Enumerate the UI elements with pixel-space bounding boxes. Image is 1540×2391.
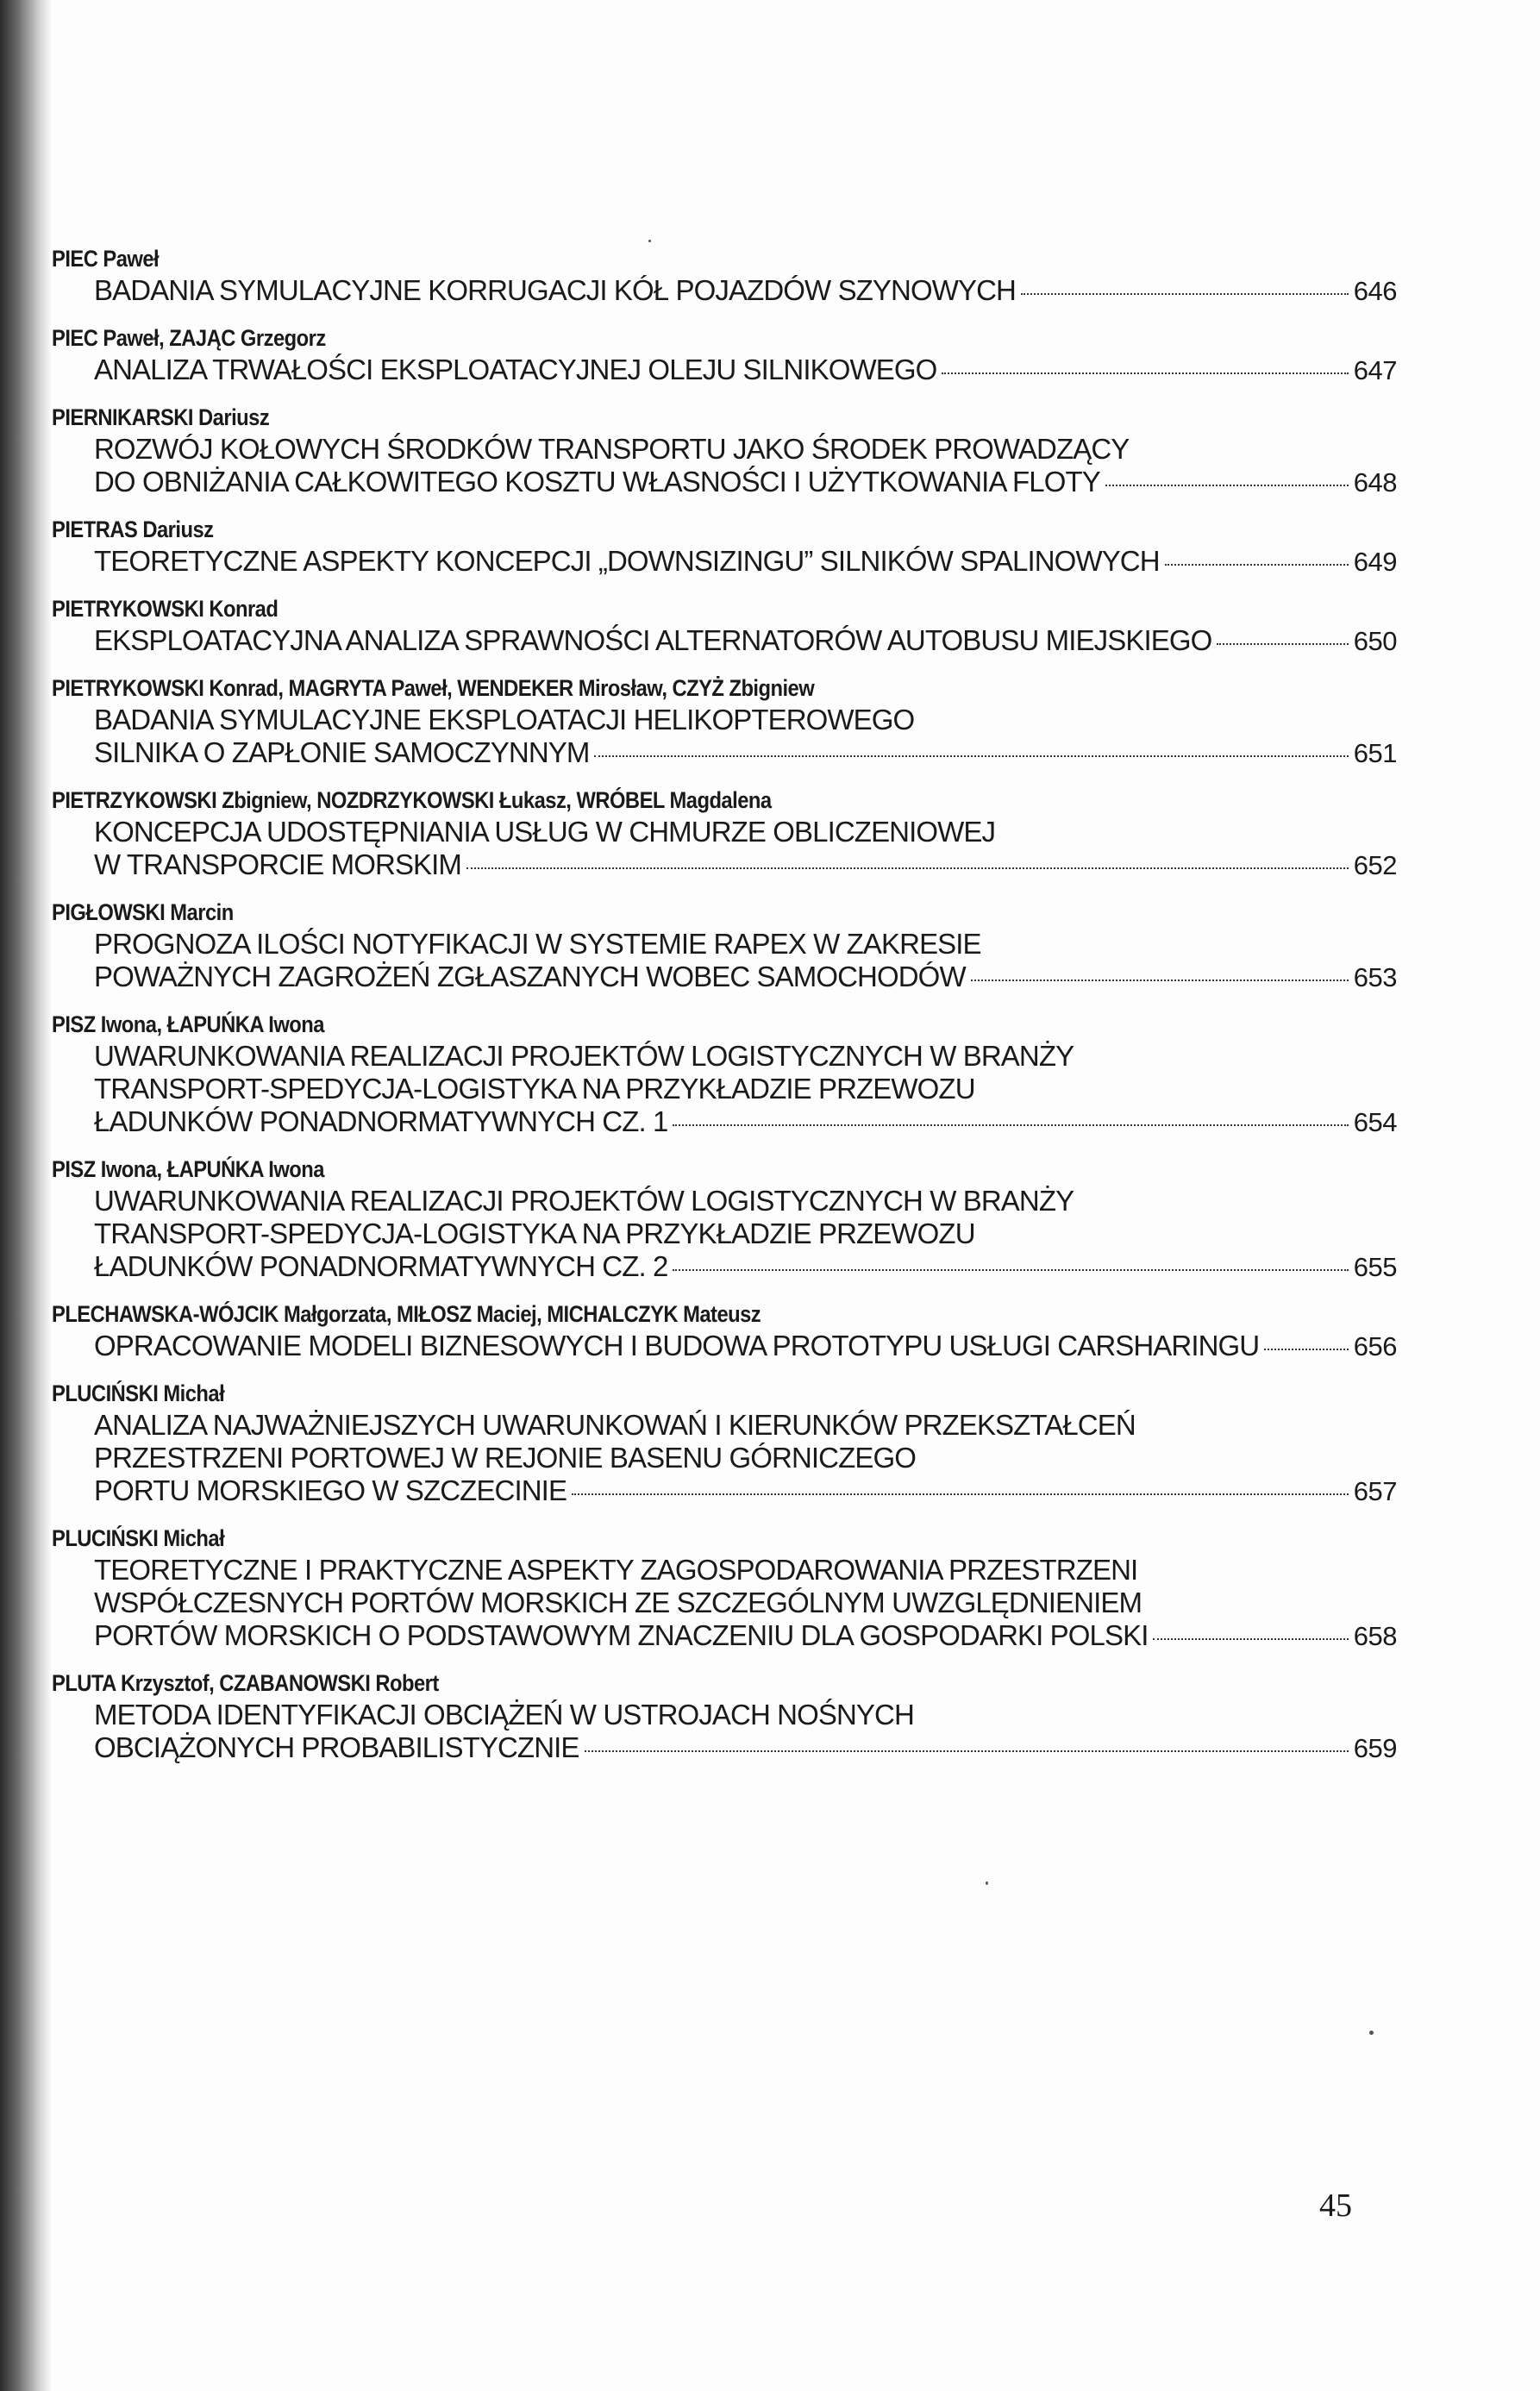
entry-page-number: 653	[1353, 962, 1397, 992]
entry-page-number: 655	[1353, 1252, 1397, 1282]
entry-title-text: BADANIA SYMULACYJNE KORRUGACJI KÓŁ POJAZDÓW SZYNOWYCH	[94, 274, 1016, 306]
entry-authors: PIEC Paweł	[52, 246, 160, 272]
entry-authors: PIETRZYKOWSKI Zbigniew, NOZDRZYKOWSKI Łukasz, WRÓBEL Magdalena	[52, 787, 772, 813]
index-entry	[52, 322, 1397, 387]
dot-leader	[942, 372, 1348, 374]
entry-title-text: W TRANSPORCIE MORSKIM	[94, 848, 462, 880]
entry-title-line	[94, 961, 1397, 994]
index-entry	[52, 1154, 1397, 1284]
entry-authors: PISZ Iwona, ŁAPUŃKA Iwona	[52, 1011, 324, 1037]
dot-leader	[971, 980, 1349, 981]
entry-page-number: 652	[1353, 850, 1397, 880]
entry-page-number: 650	[1353, 626, 1397, 656]
entry-title-line: METODA IDENTYFIKACJI OBCIĄŻEŃ W USTROJACH NOŚNYCH	[94, 1699, 914, 1731]
index-entry	[52, 897, 1397, 994]
entry-title-line: ROZWÓJ KOŁOWYCH ŚRODKÓW TRANSPORTU JAKO ŚRODEK PROWADZĄCY	[94, 433, 1130, 465]
entry-title-line	[94, 274, 1397, 308]
entry-authors: PLUTA Krzysztof, CZABANOWSKI Robert	[52, 1670, 439, 1696]
entry-title-line: PROGNOZA ILOŚCI NOTYFIKACJI W SYSTEMIE RAPEX W ZAKRESIE	[94, 928, 981, 960]
entry-authors: PISZ Iwona, ŁAPUŃKA Iwona	[52, 1156, 324, 1182]
entry-page-number: 654	[1353, 1107, 1397, 1137]
entry-title-text: DO OBNIŻANIA CAŁKOWITEGO KOSZTU WŁASNOŚCI I UŻYTKOWANIA FLOTY	[94, 466, 1100, 498]
dot-leader	[1105, 485, 1349, 486]
entry-title-text: OPRACOWANIE MODELI BIZNESOWYCH I BUDOWA PROTOTYPU USŁUGI CARSHARINGU	[94, 1330, 1260, 1361]
entry-authors: PLUCIŃSKI Michał	[52, 1525, 225, 1551]
entry-authors: PIEC Paweł, ZAJĄC Grzegorz	[52, 325, 326, 351]
entry-title-text: ŁADUNKÓW PONADNORMATYWNYCH CZ. 2	[94, 1250, 668, 1282]
entry-title-line: ANALIZA NAJWAŻNIEJSZYCH UWARUNKOWAŃ I KIERUNKÓW PRZEKSZTAŁCEŃ	[94, 1409, 1136, 1441]
entry-title-line: TRANSPORT-SPEDYCJA-LOGISTYKA NA PRZYKŁADZIE PRZEWOZU	[94, 1073, 975, 1105]
entry-authors: PLUCIŃSKI Michał	[52, 1380, 225, 1406]
entry-title-line	[94, 1330, 1397, 1363]
index-entry	[52, 243, 1397, 308]
index-entry	[52, 1009, 1397, 1139]
entry-title-text: POWAŻNYCH ZAGROŻEŃ ZGŁASZANYCH WOBEC SAMOCHODÓW	[94, 961, 966, 992]
entry-title-line	[94, 1250, 1397, 1284]
entry-title-text: ŁADUNKÓW PONADNORMATYWNYCH CZ. 1	[94, 1105, 668, 1137]
entry-title-line	[94, 848, 1397, 882]
dot-leader	[1165, 564, 1349, 566]
entry-title-line	[94, 736, 1397, 770]
entry-title-line	[94, 1105, 1397, 1139]
entry-title-line: BADANIA SYMULACYJNE EKSPLOATACJI HELIKOPTEROWEGO	[94, 704, 915, 735]
entry-page-number: 657	[1353, 1476, 1397, 1506]
entry-title-line: WSPÓŁCZESNYCH PORTÓW MORSKICH ZE SZCZEGÓLNYM UWZGLĘDNIENIEM	[94, 1587, 1142, 1618]
entry-page-number: 646	[1353, 276, 1397, 306]
entry-title-line: KONCEPCJA UDOSTĘPNIANIA USŁUG W CHMURZE OBLICZENIOWEJ	[94, 816, 996, 848]
entry-authors: PIERNIKARSKI Dariusz	[52, 404, 270, 430]
entry-page-number: 658	[1353, 1621, 1397, 1651]
entry-title-text: OBCIĄŻONYCH PROBABILISTYCZNIE	[94, 1731, 579, 1763]
entry-title-line: PRZESTRZENI PORTOWEJ W REJONIE BASENU GÓRNICZEGO	[94, 1442, 917, 1474]
entry-title-line	[94, 624, 1397, 658]
entry-title-text: PORTU MORSKIEGO W SZCZECINIE	[94, 1474, 567, 1506]
entry-title-line: UWARUNKOWANIA REALIZACJI PROJEKTÓW LOGISTYCZNYCH W BRANŻY	[94, 1185, 1074, 1217]
entry-authors: PIETRAS Dariusz	[52, 516, 214, 542]
entry-title-line	[94, 1619, 1397, 1653]
entry-title-text: ANALIZA TRWAŁOŚCI EKSPLOATACYJNEJ OLEJU SILNIKOWEGO	[94, 354, 937, 385]
page-number: 45	[1319, 2188, 1352, 2224]
entry-title-line: TRANSPORT-SPEDYCJA-LOGISTYKA NA PRZYKŁADZIE PRZEWOZU	[94, 1217, 975, 1249]
dot-leader	[572, 1493, 1349, 1495]
entry-authors: PLECHAWSKA-WÓJCIK Małgorzata, MIŁOSZ Maciej, MICHALCZYK Mateusz	[52, 1301, 761, 1327]
entry-page-number: 647	[1353, 355, 1397, 385]
index-entry	[52, 514, 1397, 579]
entry-title-line	[94, 466, 1397, 499]
entry-authors: PIGŁOWSKI Marcin	[52, 899, 234, 925]
entry-page-number: 656	[1353, 1331, 1397, 1361]
index-entry	[52, 1299, 1397, 1363]
entry-title-line	[94, 354, 1397, 387]
scan-speck	[1369, 2031, 1374, 2035]
author-index-list	[52, 243, 1397, 1780]
entry-page-number: 659	[1353, 1733, 1397, 1763]
index-entry	[52, 1523, 1397, 1653]
binding-shadow	[0, 0, 52, 2391]
entry-title-text: SILNIKA O ZAPŁONIE SAMOCZYNNYM	[94, 736, 590, 768]
entry-title-line	[94, 1474, 1397, 1508]
dot-leader	[466, 867, 1349, 869]
entry-title-text: PORTÓW MORSKICH O PODSTAWOWYM ZNACZENIU DLA GOSPODARKI POLSKI	[94, 1619, 1149, 1651]
entry-page-number: 648	[1353, 467, 1397, 498]
dot-leader	[585, 1750, 1349, 1752]
dot-leader	[673, 1269, 1348, 1271]
entry-title-text: EKSPLOATACYJNA ANALIZA SPRAWNOŚCI ALTERNATORÓW AUTOBUSU MIEJSKIEGO	[94, 624, 1212, 656]
entry-title-line	[94, 545, 1397, 579]
scan-speck	[986, 1881, 988, 1885]
entry-title-text: TEORETYCZNE ASPEKTY KONCEPCJI „DOWNSIZINGU” SILNIKÓW SPALINOWYCH	[94, 545, 1160, 577]
entry-title-line: TEORETYCZNE I PRAKTYCZNE ASPEKTY ZAGOSPODAROWANIA PRZESTRZENI	[94, 1554, 1138, 1586]
index-entry	[52, 1668, 1397, 1765]
entry-page-number: 651	[1353, 738, 1397, 768]
index-entry	[52, 785, 1397, 882]
entry-page-number: 649	[1353, 547, 1397, 577]
index-entry	[52, 673, 1397, 770]
entry-authors: PIETRYKOWSKI Konrad	[52, 596, 279, 622]
dot-leader	[673, 1124, 1348, 1126]
dot-leader	[1217, 643, 1348, 645]
index-entry	[52, 402, 1397, 499]
index-entry	[52, 593, 1397, 658]
dot-leader	[1264, 1349, 1349, 1350]
entry-title-line	[94, 1731, 1397, 1765]
entry-title-line: UWARUNKOWANIA REALIZACJI PROJEKTÓW LOGISTYCZNYCH W BRANŻY	[94, 1040, 1074, 1072]
index-entry	[52, 1378, 1397, 1508]
entry-authors: PIETRYKOWSKI Konrad, MAGRYTA Paweł, WENDEKER Mirosław, CZYŻ Zbigniew	[52, 675, 815, 701]
dot-leader	[1153, 1638, 1348, 1640]
dot-leader	[1021, 293, 1349, 295]
scan-speck	[648, 240, 651, 242]
dot-leader	[594, 755, 1348, 757]
